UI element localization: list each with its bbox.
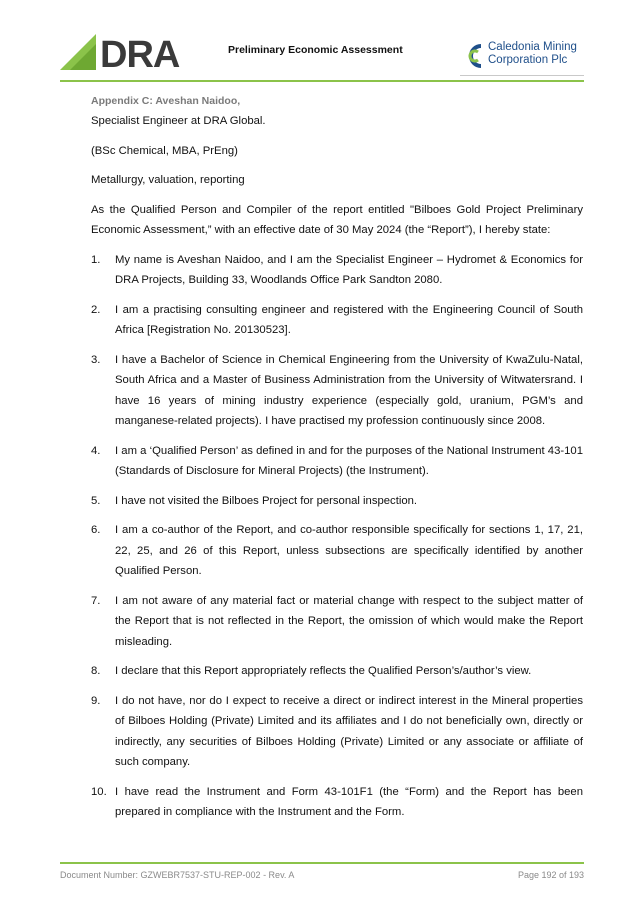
page-number: Page 192 of 193 bbox=[517, 870, 584, 880]
caledonia-logo-text bbox=[488, 41, 577, 67]
item-text: I am a ‘Qualified Person’ as defined in and for the purposes of the National Instrument 43-101 (Standards of Disclosure for Mineral Projects) (the Instrument). bbox=[115, 444, 583, 477]
intro-paragraph: As the Qualified Person and Compiler of the report entitled "Bilboes Gold Project Preliminary Economic Assessment,” with an effective date of 30 May 2024 (the “Report”), I hereby state: bbox=[91, 203, 583, 236]
list-item bbox=[91, 250, 583, 291]
item-number: 8. bbox=[91, 665, 101, 677]
item-text: I do not have, nor do I expect to receive a direct or indirect interest in the Mineral properties of Bilboes Holding (Private) Limited and its affiliates and I do not beneficially own, directly or indirectly, any securities of Bilboes Holding (Private) Limited or any associate or affiliate of such company. bbox=[115, 694, 583, 768]
item-number: 7. bbox=[91, 594, 101, 607]
page-header bbox=[60, 28, 588, 78]
item-text: I declare that this Report appropriately reflects the Qualified Person’s/author’s view. bbox=[115, 665, 532, 677]
caledonia-line2: Corporation Plc bbox=[488, 54, 568, 66]
item-number: 9. bbox=[91, 694, 101, 707]
item-text: I am a co-author of the Report, and co-author responsible specifically for sections 1, 17, 21, 22, 25, and 26 of this Report, unless subsections are specifically identified by another Qualified Person. bbox=[115, 524, 583, 577]
item-number: 3. bbox=[91, 353, 101, 366]
dra-logo-text: DRA bbox=[100, 34, 180, 72]
item-text: I am not aware of any material fact or material change with respect to the subject matter of the Report that is not reflected in the Report, the omission of which would make the Report misleading. bbox=[115, 594, 583, 648]
qualifications-line: (BSc Chemical, MBA, PrEng) bbox=[91, 144, 238, 157]
certificate-content bbox=[91, 94, 583, 832]
statement-list bbox=[91, 250, 583, 823]
list-item bbox=[91, 691, 583, 773]
header-title: Preliminary Economic Assessment bbox=[228, 44, 403, 56]
item-text: I have not visited the Bilboes Project for personal inspection. bbox=[115, 494, 418, 507]
appendix-title: Appendix C: Aveshan Naidoo, bbox=[91, 95, 241, 107]
list-item bbox=[91, 350, 583, 432]
list-item bbox=[91, 441, 583, 482]
document-number: Document Number: GZWEBR7537-STU-REP-002 - Rev. A bbox=[60, 870, 295, 880]
item-text: My name is Aveshan Naidoo, and I am the Specialist Engineer – Hydromet & Economics for DRA Projects, Building 33, Woodlands Office Park Sandton 2080. bbox=[115, 253, 583, 286]
item-number: 5. bbox=[91, 494, 101, 507]
list-item bbox=[91, 661, 583, 682]
item-number: 10. bbox=[91, 785, 107, 798]
list-item bbox=[91, 591, 583, 653]
caledonia-mark-icon bbox=[464, 42, 486, 70]
item-number: 2. bbox=[91, 303, 101, 316]
item-number: 6. bbox=[91, 524, 101, 536]
item-text: I am a practising consulting engineer and registered with the Engineering Council of South Africa [Registration No. 20130523]. bbox=[115, 303, 583, 336]
list-item bbox=[91, 491, 583, 512]
item-text: I have read the Instrument and Form 43-101F1 (the “Form) and the Report has been prepared in compliance with the Instrument and the Form. bbox=[115, 785, 583, 818]
expertise-line: Metallurgy, valuation, reporting bbox=[91, 174, 245, 186]
footer-rule bbox=[60, 862, 584, 864]
caledonia-line1: Caledonia Mining bbox=[488, 41, 577, 53]
header-rule-gray bbox=[460, 75, 584, 76]
item-number: 1. bbox=[91, 253, 101, 266]
list-item bbox=[91, 782, 583, 823]
role-line: Specialist Engineer at DRA Global. bbox=[91, 115, 266, 127]
header-rule bbox=[60, 80, 584, 82]
list-item bbox=[91, 520, 583, 582]
list-item bbox=[91, 300, 583, 341]
dra-logo bbox=[60, 32, 200, 72]
caledonia-logo bbox=[464, 40, 590, 76]
item-number: 4. bbox=[91, 444, 101, 457]
item-text: I have a Bachelor of Science in Chemical Engineering from the University of KwaZulu-Natal, South Africa and a Master of Business Administration from the University of Witwatersrand. I have 16 years of mining industry experience (especially gold, uranium, PGM’s and manganese-related projects). I have practised my profession continuously since 2008. bbox=[115, 353, 583, 427]
